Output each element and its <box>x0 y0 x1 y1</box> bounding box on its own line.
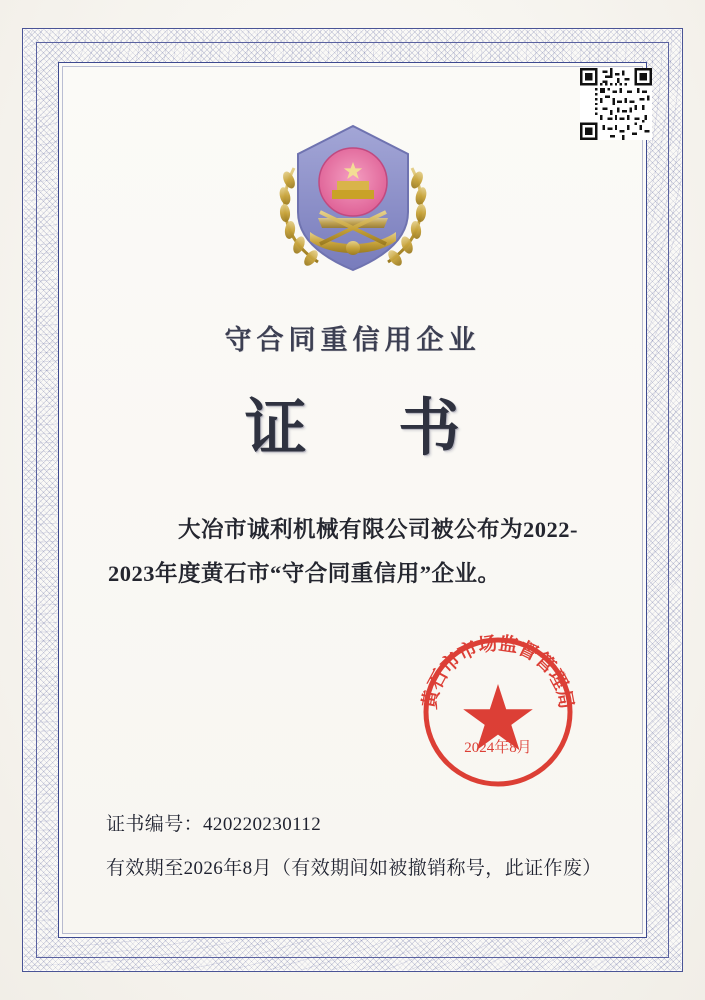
svg-text:黄石市市场监督管理局: 黄石市市场监督管理局 <box>419 633 577 711</box>
certificate-number-value: 420220230112 <box>203 814 322 835</box>
certificate-number-line <box>106 809 635 836</box>
certificate-number-label: 证书编号： <box>106 814 204 835</box>
national-emblem <box>0 108 705 288</box>
certificate-footer <box>106 809 635 880</box>
certificate-subtitle: 守合同重信用企业 <box>224 325 481 355</box>
certificate-validity-line: 有效期至2026年8月（有效期间如被撤销称号，此证作废） <box>106 858 602 879</box>
certificate-body-text: 大冶市诚利机械有限公司被公布为2022-2023年度黄石市“守合同重信用”企业。 <box>108 517 578 586</box>
official-seal <box>414 628 582 796</box>
svg-text:2024年8月: 2024年8月 <box>464 740 532 756</box>
page-title: 证 书 <box>244 395 499 463</box>
